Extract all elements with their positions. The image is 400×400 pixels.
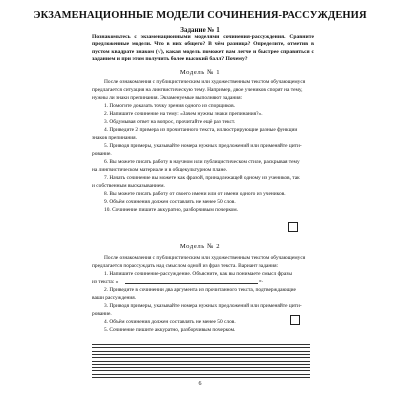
model2-line: После ознакомления с публицистическим или художественным текстом обучающемуся bbox=[104, 255, 306, 261]
model2-line: 1. Напишите сочинение-рассуждение. Объясните, как вы понимаете смысл фразы bbox=[104, 271, 293, 277]
model1-line: После ознакомления с публицистическим или художественным текстом обучающемуся bbox=[104, 79, 306, 85]
model1-line: 9. Объём сочинения должен составлять не менее 50 слов. bbox=[104, 199, 236, 205]
model1-line: 4. Приведите 2 примера из прочитанного текста, иллюстрирующие разные функции bbox=[104, 127, 298, 133]
page-title: ЭКЗАМЕНАЦИОННЫЕ МОДЕЛИ СОЧИНЕНИЯ-РАССУЖДЕНИЯ bbox=[33, 10, 367, 21]
model2-line: 5. Сочинение пишите аккуратно, разборчивым почерком. bbox=[104, 327, 236, 333]
model1-line: и собственным высказыванием. bbox=[92, 183, 165, 189]
model1-line: 7. Начать сочинение вы можете как фразой, принадлежащей одному из учеников, так bbox=[104, 175, 300, 181]
model1-line: предлагается ситуация на лингвистическую тему. Например, двое учеников спорят на тему, bbox=[92, 87, 303, 93]
model1-line: 1. Помогите доказать точку зрения одного из спорщиков. bbox=[104, 103, 236, 109]
quote-blank-line[interactable] bbox=[125, 283, 258, 284]
model2-line: ваши рассуждения. bbox=[92, 295, 137, 301]
answer-line[interactable] bbox=[92, 364, 310, 365]
task-heading: Задание № 1 bbox=[180, 26, 220, 34]
model1-line: 2. Напишите сочинение на тему: «Зачем нужны знаки препинания?». bbox=[104, 111, 263, 117]
model1-line: 3. Обдумывая ответ на вопрос, прочитайте ещё раз текст. bbox=[104, 119, 236, 125]
model-2-checkbox[interactable] bbox=[290, 315, 300, 325]
model-1-heading: Модель № 1 bbox=[179, 69, 221, 76]
answer-line[interactable] bbox=[92, 347, 310, 348]
model1-line: 10. Сочинение пишите аккуратно, разборчивым почерком. bbox=[104, 207, 239, 213]
answer-line[interactable] bbox=[92, 367, 310, 368]
answer-line[interactable] bbox=[92, 357, 310, 358]
answer-line[interactable] bbox=[92, 370, 310, 371]
model1-line: нужны ли знаки препинания. Экзаменуемые выполняют задания: bbox=[92, 95, 243, 101]
model2-line: 3. Приводя примеры, указывайте номера нужных предложений или применяйте цити- bbox=[104, 303, 302, 309]
answer-line[interactable] bbox=[92, 377, 310, 378]
answer-line[interactable] bbox=[92, 344, 310, 345]
model2-line: 4. Объём сочинения должен составлять не менее 50 слов. bbox=[104, 319, 236, 325]
model2-line: 2. Приведите в сочинении два аргумента из прочитанного текста, подтверждающие bbox=[104, 287, 296, 293]
model-1-checkbox[interactable] bbox=[288, 222, 298, 232]
answer-line[interactable] bbox=[92, 374, 310, 375]
model1-line: рование. bbox=[92, 151, 112, 157]
answer-line[interactable] bbox=[92, 351, 310, 352]
model2-line: предлагается порассуждать над смыслом одной из фраз текста. Вариант задания: bbox=[92, 263, 279, 269]
model2-line: рование. bbox=[92, 311, 112, 317]
model1-line: 6. Вы можете писать работу в научном или публицистическом стиле, раскрывая тему bbox=[104, 159, 300, 165]
model1-line: знаков препинания. bbox=[92, 135, 137, 141]
model2-line: из текста: « bbox=[92, 279, 119, 285]
quote-end: ». bbox=[259, 278, 264, 284]
page-number: 6 bbox=[198, 381, 202, 387]
task-intro: Познакомьтесь с экзаменационными моделями сочинения-рассуждения. Сравните предложенные модели. Что в них общего? В чём разница? Определите, отметив в пустом квадрате знаком (√), какая модель поможет вам легче и быстрее справиться с заданием и при этом получить более высокий балл? Почему? bbox=[92, 34, 314, 62]
answer-line[interactable] bbox=[92, 361, 310, 362]
answer-line[interactable] bbox=[92, 354, 310, 355]
model1-line: 5. Приводя примеры, указывайте номера нужных предложений или применяйте цити- bbox=[104, 143, 302, 149]
model1-line: на лингвистическом материале и в общекультурном плане. bbox=[92, 167, 228, 173]
model1-line: 8. Вы можете писать работу от своего имени или от имени одного из учеников. bbox=[104, 191, 286, 197]
model-2-heading: Модель № 2 bbox=[179, 243, 221, 250]
